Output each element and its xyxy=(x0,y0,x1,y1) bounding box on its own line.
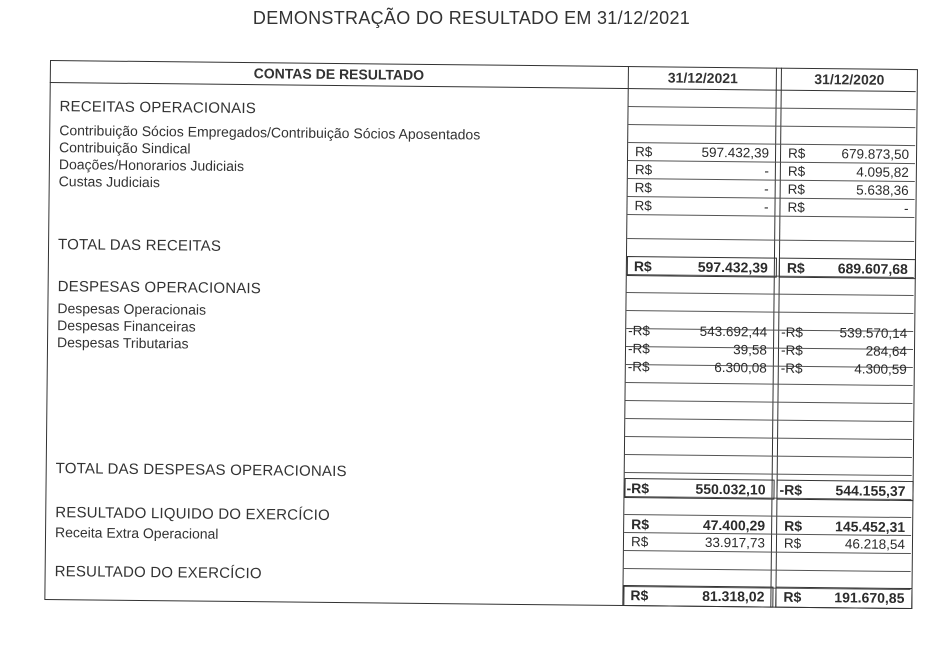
amount: - xyxy=(763,199,769,215)
currency: R$ xyxy=(630,534,649,550)
header-2021: 31/12/2021 xyxy=(667,69,738,87)
currency: R$ xyxy=(783,588,802,605)
total-despesas-label: TOTAL DAS DESPESAS OPERACIONAIS xyxy=(55,460,347,481)
currency: R$ xyxy=(634,144,653,160)
value-2020-desp-tributarias xyxy=(780,361,913,378)
amount: 539.570,14 xyxy=(839,325,908,341)
currency: R$ xyxy=(630,587,649,604)
value-2020-total-receitas xyxy=(781,260,914,277)
amount: 679.873,50 xyxy=(841,146,910,163)
amount: - xyxy=(903,200,909,216)
row-label-desp-tributarias: Despesas Tributarias xyxy=(56,334,189,352)
amount: 4.300,59 xyxy=(854,361,907,377)
amount: 46.218,54 xyxy=(844,536,906,552)
amount: 191.670,85 xyxy=(834,589,905,606)
value-2020-custas xyxy=(781,200,914,217)
value-2020-contrib-sindical xyxy=(782,164,915,181)
currency: R$ xyxy=(786,259,805,276)
amount: - xyxy=(764,181,769,197)
value-2020-desp-operacionais xyxy=(780,325,913,342)
amount: 33.917,73 xyxy=(704,534,766,551)
amount: 145.452,31 xyxy=(834,518,906,535)
section-receitas-title: RECEITAS OPERACIONAIS xyxy=(59,98,257,118)
income-statement-table xyxy=(44,60,918,609)
value-2020-resultado-liquido xyxy=(778,518,911,535)
currency: -R$ xyxy=(627,359,650,375)
currency: -R$ xyxy=(780,360,803,376)
amount: 4.095,82 xyxy=(856,164,909,180)
amount: 544.155,37 xyxy=(835,482,906,499)
amount: - xyxy=(764,163,769,179)
value-2021-resultado-exercicio xyxy=(624,587,770,605)
value-2021-desp-tributarias xyxy=(627,359,773,377)
resultado-liquido-label: RESULTADO LIQUIDO DO EXERCÍCIO xyxy=(55,504,330,524)
currency: R$ xyxy=(634,180,653,196)
value-2021-contrib-sindical xyxy=(629,162,775,180)
row-label-contrib-socios: Contribuição Sócios Empregados/Contribuição Sócios Aposentados xyxy=(59,122,481,143)
amount: 543.692,44 xyxy=(699,323,768,340)
currency: R$ xyxy=(634,198,652,214)
amount: 5.638,36 xyxy=(856,182,909,198)
header-accounts: CONTAS DE RESULTADO xyxy=(253,65,425,83)
value-2021-desp-operacionais xyxy=(627,323,773,341)
section-despesas-title: DESPESAS OPERACIONAIS xyxy=(57,278,262,298)
row-label-contrib-sindical: Contribuição Sindical xyxy=(59,139,191,157)
row-label-desp-operacionais: Despesas Operacionais xyxy=(57,300,207,318)
currency: -R$ xyxy=(626,480,650,497)
currency: -R$ xyxy=(781,324,804,340)
currency: R$ xyxy=(784,517,803,534)
amount: 284,64 xyxy=(865,343,908,359)
amount: 689.607,68 xyxy=(837,260,908,277)
amount: 550.032,10 xyxy=(695,480,766,498)
currency: R$ xyxy=(787,199,805,215)
amount: 597.432,39 xyxy=(697,258,768,276)
row-label-receita-extra: Receita Extra Operacional xyxy=(54,524,219,542)
header-2020: 31/12/2020 xyxy=(814,71,885,88)
value-2021-custas xyxy=(628,198,774,216)
row-label-custas: Custas Judiciais xyxy=(58,173,160,191)
currency: R$ xyxy=(787,145,806,161)
amount: 81.318,02 xyxy=(702,587,765,605)
currency: R$ xyxy=(783,535,802,551)
amount: 597.432,39 xyxy=(701,144,770,161)
resultado-exercicio-label: RESULTADO DO EXERCÍCIO xyxy=(54,563,262,583)
currency: -R$ xyxy=(780,342,803,358)
amount: 47.400,29 xyxy=(702,516,766,534)
value-2021-total-receitas xyxy=(628,258,774,276)
row-label-desp-financeiras: Despesas Financeiras xyxy=(57,317,196,335)
currency: R$ xyxy=(787,163,806,179)
value-2020-total-despesas xyxy=(778,482,911,499)
document-title: DEMONSTRAÇÃO DO RESULTADO EM 31/12/2021 xyxy=(252,8,691,28)
value-2021-contrib-socios xyxy=(629,144,775,162)
value-2020-contrib-socios xyxy=(782,146,915,163)
currency: -R$ xyxy=(628,323,651,339)
value-2021-receita-extra xyxy=(625,534,771,552)
value-2021-doacoes xyxy=(629,180,775,198)
value-2020-resultado-exercicio xyxy=(777,589,910,606)
currency: R$ xyxy=(787,181,806,197)
total-receitas-label: TOTAL DAS RECEITAS xyxy=(57,236,222,255)
currency: -R$ xyxy=(627,341,650,357)
value-2020-receita-extra xyxy=(778,536,911,553)
currency: R$ xyxy=(634,162,653,178)
value-2021-resultado-liquido xyxy=(625,516,771,534)
amount: 6.300,08 xyxy=(714,359,767,376)
amount: 39,58 xyxy=(733,342,768,358)
currency: R$ xyxy=(633,258,652,275)
currency: R$ xyxy=(631,516,650,533)
value-2021-total-despesas xyxy=(625,480,771,498)
value-2021-desp-financeiras xyxy=(627,341,773,359)
value-2020-desp-financeiras xyxy=(780,343,913,360)
currency: -R$ xyxy=(779,481,803,498)
row-label-doacoes: Doações/Honorarios Judiciais xyxy=(58,156,245,175)
value-2020-doacoes xyxy=(782,182,915,199)
